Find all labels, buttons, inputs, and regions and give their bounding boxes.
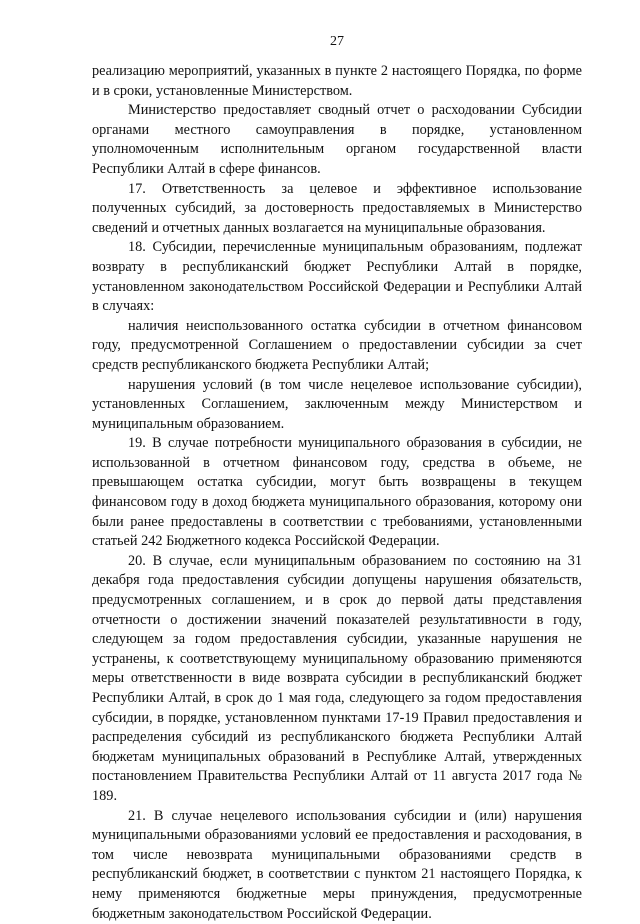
paragraph-summary-report: Министерство предоставляет сводный отчет о расходовании Субсидии органами местного самоуправления в порядке, установленном уполномоченным исполнительным органом государственной власти Республики Алтай в сфере финансов.: [92, 102, 582, 177]
paragraph-item-18: 18. Субсидии, перечисленные муниципальным образованиям, подлежат возврату в республиканский бюджет Республики Алтай в порядке, установленном законодательством Российской Федерации и Республики Алтай в случаях:: [92, 239, 582, 315]
paragraph-case-violation: нарушения условий (в том числе нецелевое использование субсидии), установленных Соглашением, заключенным между Министерством и муниципальным образованием.: [92, 376, 582, 432]
paragraph-item-19: 19. В случае потребности муниципального образования в субсидии, не использованной в отчетном финансовом году, средства в объеме, не превышающем остатка субсидии, могут быть возвращены в текущем финансовом году в доход бюджета муниципального образования, которому они были ранее предоставлены в соответствии с требованиями, установленными статьей 242 Бюджетного кодекса Российской Федерации.: [92, 435, 582, 550]
paragraph-case-unused-balance: наличия неиспользованного остатка субсидии в отчетном финансовом году, предусмотренной Соглашением о предоставлении субсидии за счет средств республиканского бюджета Республики Алтай;: [92, 317, 582, 373]
paragraph-item-21: 21. В случае нецелевого использования субсидии и (или) нарушения муниципальными образованиями условий ее предоставления и расходования, в том числе невозврата муниципальными образованиями средств в республиканский бюджет, в соответствии с пунктом 21 настоящего Порядка, к нему применяются бюджетные меры принуждения, предусмотренные бюджетным законодательством Российской Федерации.: [92, 807, 582, 922]
paragraph-continuation: реализацию мероприятий, указанных в пункте 2 настоящего Порядка, по форме и в сроки, установленные Министерством.: [92, 63, 582, 99]
paragraph-item-20: 20. В случае, если муниципальным образованием по состоянию на 31 декабря года предоставления субсидии допущены нарушения обязательств, предусмотренных соглашением, и в срок до первой даты представления отчетности о достижении значений показателей результативности в году, следующем за годом предоставления субсидии, указанные нарушения не устранены, к соответствующему муниципальному образованию применяются меры ответственности в виде возврата субсидии в республиканский бюджет Республики Алтай, в срок до 1 мая года, следующего за годом предоставления субсидии, в порядке, установленном пунктами 17-19 Правил предоставления и распределения субсидий из республиканского бюджета Республики Алтай бюджетам муниципальных образований в Республике Алтай, утвержденных постановлением Правительства Республики Алтай от 11 августа 2017 года № 189.: [92, 552, 582, 804]
page-number: 27: [330, 34, 344, 49]
paragraph-item-17: 17. Ответственность за целевое и эффективное использование полученных субсидий, за достоверность предоставляемых в Министерство сведений и отчетных данных возлагается на муниципальные образования.: [92, 180, 582, 236]
